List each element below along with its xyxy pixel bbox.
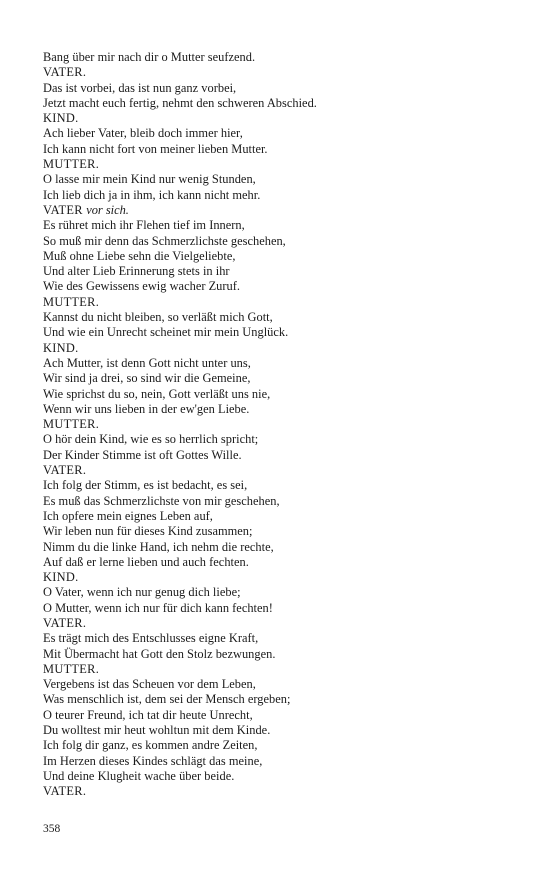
verse-text: Und wie ein Unrecht scheinet mir mein Unglück. (43, 325, 289, 340)
verse-text: Wir leben nun für dieses Kind zusammen; (43, 524, 253, 539)
verse-line (43, 677, 513, 692)
verse-text: O Mutter, wenn ich nur für dich kann fechten! (43, 600, 273, 615)
speaker-name (43, 341, 513, 356)
speaker-name (43, 111, 513, 126)
verse-line (43, 142, 513, 157)
speaker-label: KIND. (43, 570, 79, 585)
verse-text: Du wolltest mir heut wohltun mit dem Kinde. (43, 723, 271, 738)
stage-direction: vor sich. (86, 202, 129, 217)
verse-text: Mit Übermacht hat Gott den Stolz bezwungen. (43, 646, 276, 661)
speaker-label: KIND. (43, 340, 79, 355)
speaker-label: VATER. (43, 65, 87, 80)
verse-line (43, 738, 513, 753)
verse-text: Vergebens ist das Scheuen vor dem Leben, (43, 677, 256, 692)
verse-text: Und alter Lieb Erinnerung stets in ihr (43, 264, 230, 279)
speaker-label: KIND. (43, 111, 79, 126)
verse-text: Nimm du die linke Hand, ich nehm die rechte, (43, 539, 274, 554)
verse-text: Es trägt mich des Entschlusses eigne Kraft, (43, 631, 259, 646)
verse-line (43, 81, 513, 96)
verse-line (43, 692, 513, 707)
verse-line (43, 540, 513, 555)
speaker-name (43, 295, 513, 310)
verse-line (43, 279, 513, 294)
speaker-name (43, 157, 513, 172)
verse-line (43, 478, 513, 493)
verse-line (43, 402, 513, 417)
verse-line (43, 494, 513, 509)
verse-text: Ich opfere mein eignes Leben auf, (43, 508, 213, 523)
verse-text: Und deine Klugheit wache über beide. (43, 768, 235, 783)
page-number: 358 (43, 823, 61, 835)
verse-text: O hör dein Kind, wie es so herrlich spricht; (43, 432, 259, 447)
verse-line (43, 769, 513, 784)
verse-text: Bang über mir nach dir o Mutter seufzend. (43, 50, 256, 64)
speaker-label: VATER. (43, 463, 87, 478)
verse-line (43, 555, 513, 570)
verse-line (43, 524, 513, 539)
verse-line (43, 723, 513, 738)
verse-line (43, 172, 513, 187)
verse-text: Was menschlich ist, dem sei der Mensch ergeben; (43, 692, 291, 707)
verse-line (43, 448, 513, 463)
speaker-name (43, 570, 513, 585)
speaker-label: VATER. (43, 784, 87, 799)
speaker-name (43, 616, 513, 631)
speaker-name (43, 784, 513, 799)
verse-text: O Vater, wenn ich nur genug dich liebe; (43, 585, 241, 600)
verse-line (43, 754, 513, 769)
speaker-name (43, 662, 513, 677)
verse-line (43, 126, 513, 141)
verse-line (43, 387, 513, 402)
verse-text: Wie sprichst du so, nein, Gott verläßt uns nie, (43, 386, 271, 401)
verse-line (43, 585, 513, 600)
page-text (43, 50, 513, 800)
speaker-name (43, 65, 513, 80)
verse-text: Es rühret mich ihr Flehen tief im Innern, (43, 218, 245, 233)
verse-text: Ich folg dir ganz, es kommen andre Zeiten, (43, 738, 258, 753)
verse-text: Es muß das Schmerzlichste von mir geschehen, (43, 493, 280, 508)
verse-line (43, 601, 513, 616)
verse-text: Ich lieb dich ja in ihm, ich kann nicht mehr. (43, 187, 261, 202)
verse-text: Das ist vorbei, das ist nun ganz vorbei, (43, 80, 237, 95)
speaker-label: VATER. (43, 615, 87, 630)
speaker-label: VATER (43, 202, 83, 217)
verse-text: Wie des Gewissens ewig wacher Zuruf. (43, 279, 241, 294)
verse-text: Ich folg der Stimm, es ist bedacht, es sei, (43, 478, 248, 493)
verse-line (43, 249, 513, 264)
verse-text: Der Kinder Stimme ist oft Gottes Wille. (43, 447, 242, 462)
verse-line (43, 264, 513, 279)
verse-line (43, 325, 513, 340)
verse-line (43, 96, 513, 111)
speaker-name (43, 203, 513, 218)
verse-text: Ach Mutter, ist denn Gott nicht unter uns, (43, 355, 251, 370)
verse-line (43, 218, 513, 233)
verse-line (43, 188, 513, 203)
verse-line (43, 371, 513, 386)
verse-text: O lasse mir mein Kind nur wenig Stunden, (43, 172, 256, 187)
verse-line (43, 356, 513, 371)
speaker-label: MUTTER. (43, 661, 100, 676)
verse-text: O teurer Freund, ich tat dir heute Unrecht, (43, 707, 253, 722)
speaker-label: MUTTER. (43, 417, 100, 432)
verse-text: Jetzt macht euch fertig, nehmt den schweren Abschied. (43, 95, 317, 110)
verse-text: Wenn wir uns lieben in der ew'gen Liebe. (43, 401, 250, 416)
speaker-name (43, 463, 513, 478)
verse-line (43, 509, 513, 524)
verse-text: Muß ohne Liebe sehn die Vielgeliebte, (43, 248, 236, 263)
verse-text: Ich kann nicht fort von meiner lieben Mutter. (43, 141, 268, 156)
verse-text: Auf daß er lerne lieben und auch fechten. (43, 554, 249, 569)
verse-line (43, 647, 513, 662)
verse-line (43, 432, 513, 447)
verse-line (43, 310, 513, 325)
speaker-name (43, 417, 513, 432)
verse-text: Ach lieber Vater, bleib doch immer hier, (43, 126, 243, 141)
verse-text: Kannst du nicht bleiben, so verläßt mich Gott, (43, 310, 273, 325)
verse-text: Im Herzen dieses Kindes schlägt das meine, (43, 753, 263, 768)
verse-line (43, 631, 513, 646)
verse-line (43, 50, 513, 65)
speaker-label: MUTTER. (43, 157, 100, 172)
verse-text: So muß mir denn das Schmerzlichste geschehen, (43, 233, 286, 248)
speaker-label: MUTTER. (43, 294, 100, 309)
verse-line (43, 234, 513, 249)
verse-text: Wir sind ja drei, so sind wir die Gemeine, (43, 371, 251, 386)
verse-line (43, 708, 513, 723)
